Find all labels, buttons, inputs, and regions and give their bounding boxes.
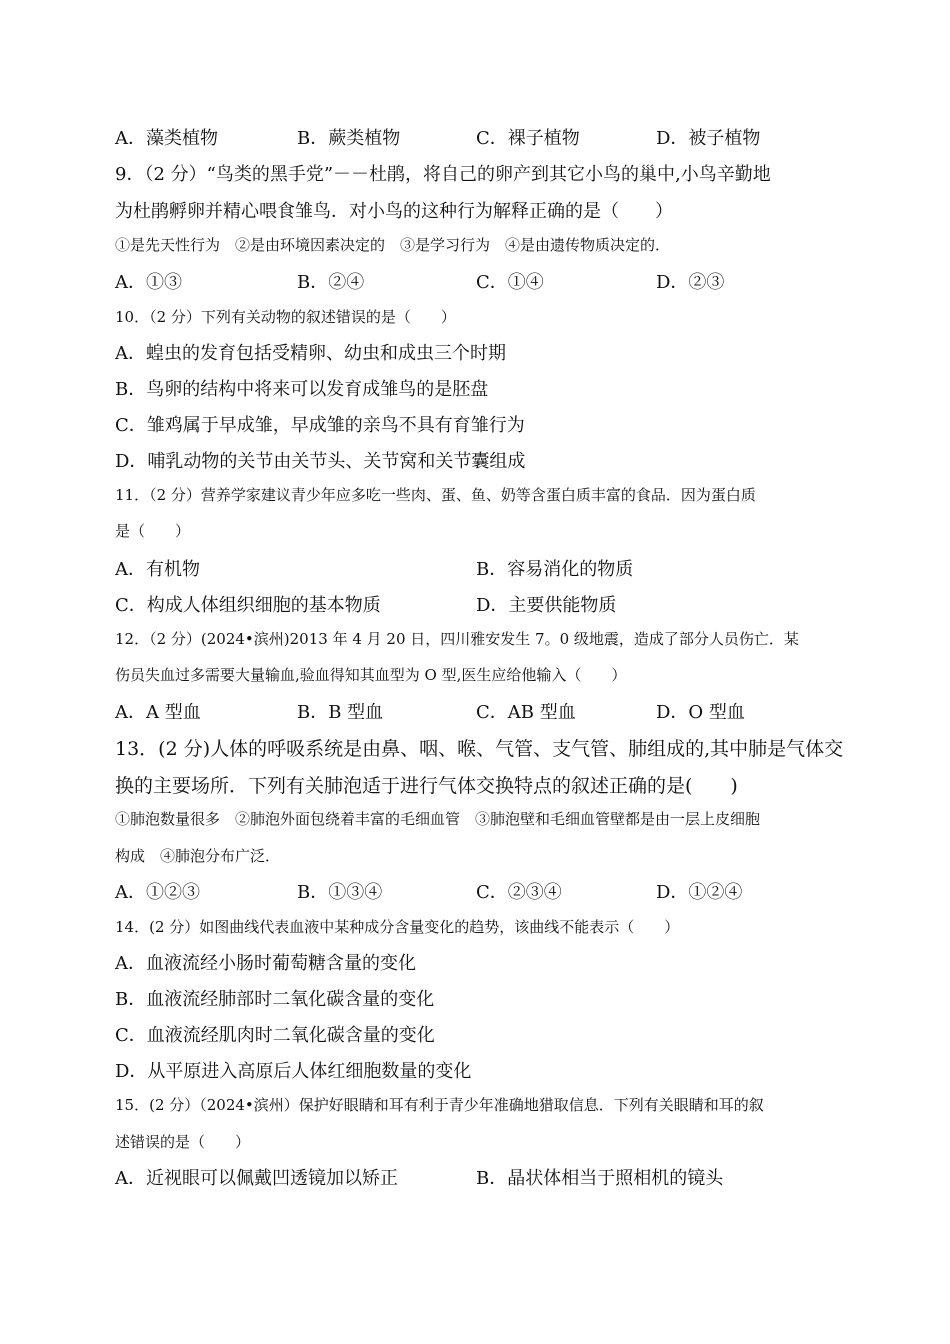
q11-option-c: C．构成人体组织细胞的基本物质 <box>115 595 381 616</box>
q15-stem-line1: 15．(2 分）（2024•滨州）保护好眼睛和耳有利于青少年准确地猎取信息．下列有关眼睛和耳的叙 <box>115 1096 764 1114</box>
q10-stem: 10．（2 分）下列有关动物的叙述错误的是（ ） <box>115 308 456 326</box>
q13-option-c: C．②③④ <box>476 882 562 903</box>
q9-option-a: A．①③ <box>115 272 182 293</box>
q9-option-d: D．②③ <box>656 272 725 293</box>
q8-option-c: C．裸子植物 <box>476 128 580 149</box>
q9-stem-line2: 为杜鹃孵卵并精心喂食雏鸟．对小鸟的这种行为解释正确的是（ ） <box>115 201 673 222</box>
q9-statements: ①是先天性行为 ②是由环境因素决定的 ③是学习行为 ④是由遗传物质决定的． <box>115 236 671 254</box>
q11-option-a: A．有机物 <box>115 559 200 580</box>
q14-option-d: D．从平原进入高原后人体红细胞数量的变化 <box>115 1061 472 1082</box>
q13-stem-line1: 13．(2 分)人体的呼吸系统是由鼻、咽、喉、气管、支气管、肺组成的,其中肺是气体交 <box>115 738 844 760</box>
q11-stem-line2: 是（ ） <box>115 522 191 540</box>
q8-option-d: D．被子植物 <box>656 128 761 149</box>
q13-option-b: B．①③④ <box>297 882 383 903</box>
q14-stem: 14．(2 分）如图曲线代表血液中某种成分含量变化的趋势，该曲线不能表示（ ） <box>115 918 680 936</box>
q14-option-b: B．血液流经肺部时二氧化碳含量的变化 <box>115 989 435 1010</box>
q15-option-a: A．近视眼可以佩戴凹透镜加以矫正 <box>115 1168 398 1189</box>
q13-statements-line1: ①肺泡数量很多 ②肺泡外面包绕着丰富的毛细血管 ③肺泡壁和毛细血管壁都是由一层上皮细胞 <box>115 810 761 828</box>
q13-option-d: D．①②④ <box>656 882 743 903</box>
q8-option-a: A．藻类植物 <box>115 128 218 149</box>
q11-stem-line1: 11．（2 分）营养学家建议青少年应多吃一些肉、蛋、鱼、奶等含蛋白质丰富的食品．因为蛋白质 <box>115 486 756 504</box>
q9-stem-line1: 9．（2 分）“鸟类的黑手党”－－杜鹃，将自己的卵产到其它小鸟的巢中,小鸟辛勤地 <box>115 164 771 185</box>
q11-option-b: B．容易消化的物质 <box>476 559 634 580</box>
q12-option-c: C．AB 型血 <box>476 702 576 723</box>
q15-option-b: B．晶状体相当于照相机的镜头 <box>476 1168 724 1189</box>
q13-statements-line2: 构成 ④肺泡分布广泛． <box>115 847 281 865</box>
q8-option-b: B．蕨类植物 <box>297 128 401 149</box>
q12-stem-line1: 12．（2 分）(2024•滨州)2013 年 4 月 20 日，四川雅安发生 7。0 级地震，造成了部分人员伤亡．某 <box>115 630 799 648</box>
q13-stem-line2: 换的主要场所．下列有关肺泡适于进行气体交换特点的叙述正确的是( ) <box>115 775 738 797</box>
q15-stem-line2: 述错误的是（ ） <box>115 1133 251 1151</box>
q10-option-d: D．哺乳动物的关节由关节头、关节窝和关节囊组成 <box>115 451 526 472</box>
q9-option-c: C．①④ <box>476 272 544 293</box>
q11-option-d: D．主要供能物质 <box>476 595 617 616</box>
q10-option-b: B．鸟卵的结构中将来可以发育成雏鸟的是胚盘 <box>115 379 489 400</box>
q9-option-b: B．②④ <box>297 272 365 293</box>
q10-option-a: A．蝗虫的发育包括受精卵、幼虫和成虫三个时期 <box>115 343 506 364</box>
q10-option-c: C．雏鸡属于早成雏，早成雏的亲鸟不具有育雏行为 <box>115 415 525 436</box>
q14-option-a: A．血液流经小肠时葡萄糖含量的变化 <box>115 953 416 974</box>
q14-option-c: C．血液流经肌肉时二氧化碳含量的变化 <box>115 1025 435 1046</box>
q13-option-a: A．①②③ <box>115 882 200 903</box>
q12-option-a: A．A 型血 <box>115 702 201 723</box>
q12-option-b: B．B 型血 <box>297 702 384 723</box>
q12-stem-line2: 伤员失血过多需要大量输血,验血得知其血型为 O 型,医生应给他输入（ ） <box>115 666 627 684</box>
q12-option-d: D．O 型血 <box>656 702 745 723</box>
